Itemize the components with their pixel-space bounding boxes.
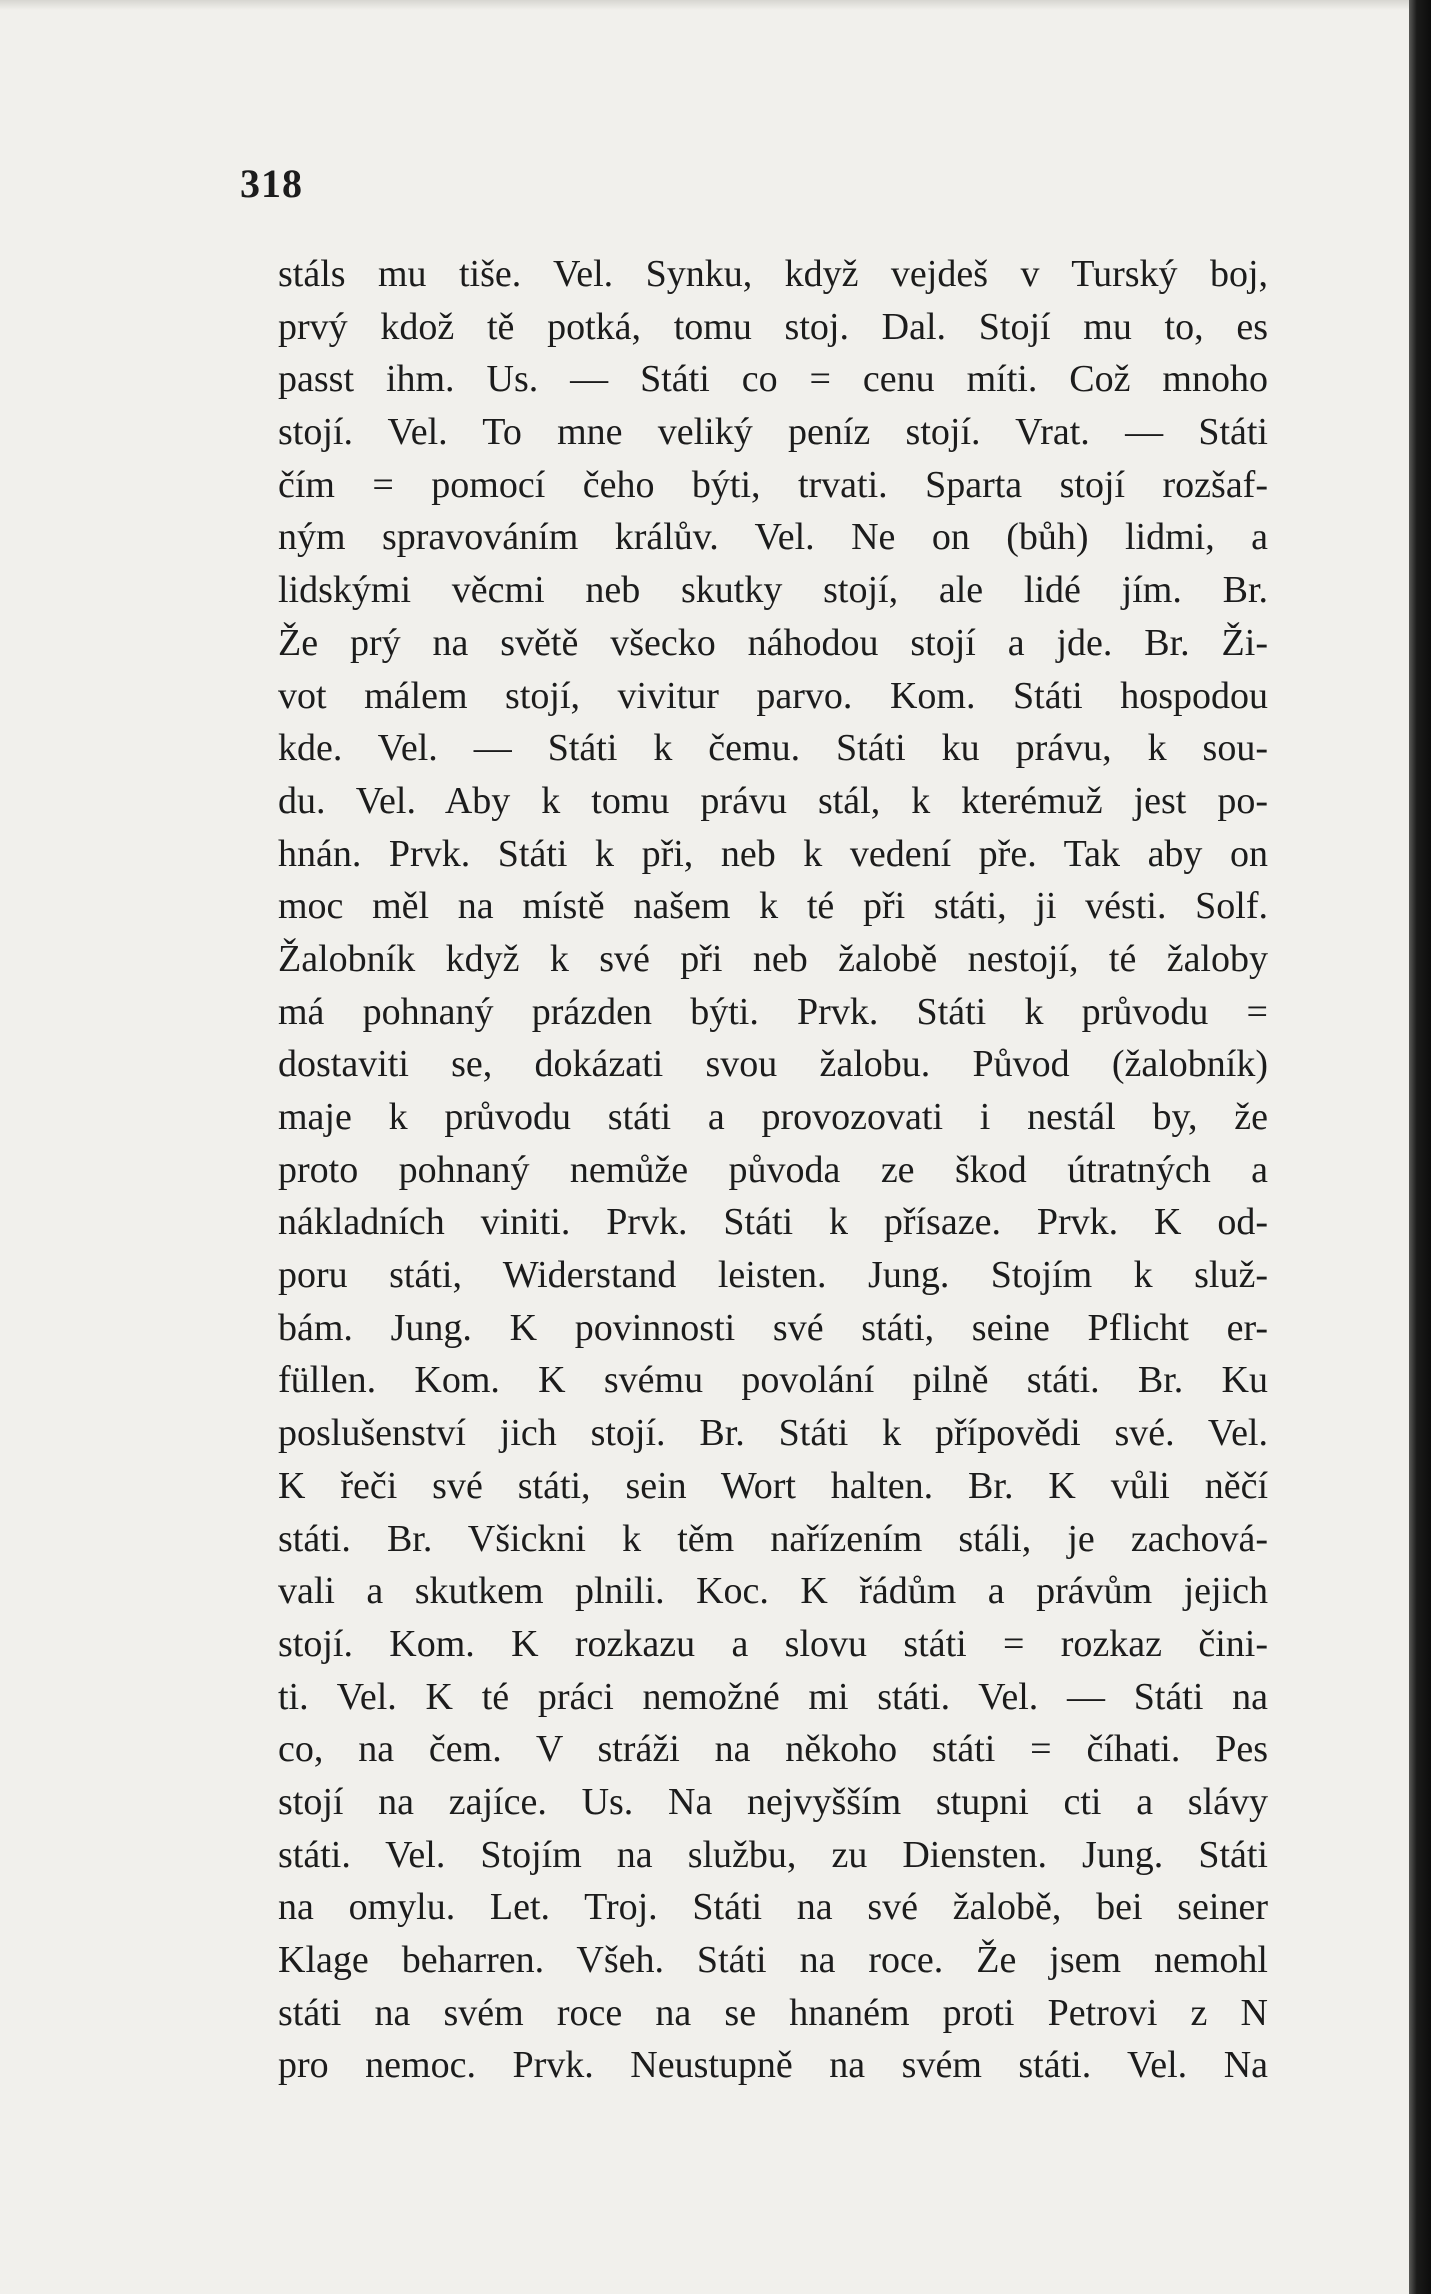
text-line: státi. Vel. Stojím na službu, zu Diensten. Jung. Státi bbox=[278, 1833, 1268, 1876]
text-line: du. Vel. Aby k tomu právu stál, k kterémuž jest po- bbox=[278, 779, 1268, 822]
text-line: pro nemoc. Prvk. Neustupně na svém státi. Vel. Na bbox=[278, 2044, 1268, 2087]
text-line: stojí. Kom. K rozkazu a slovu státi = rozkaz čini- bbox=[278, 1622, 1268, 1665]
text-line: stáls mu tiše. Vel. Synku, když vejdeš v Turský boj, bbox=[278, 253, 1268, 295]
text-line: Že prý na světě všecko náhodou stojí a jde. Br. Ži- bbox=[278, 621, 1268, 664]
text-line: kde. Vel. — Státi k čemu. Státi ku právu, k sou- bbox=[278, 727, 1268, 770]
body-text bbox=[278, 248, 1268, 2092]
text-line: lidskými věcmi neb skutky stojí, ale lidé jím. Br. bbox=[278, 569, 1268, 612]
text-line: Klage beharren. Všeh. Státi na roce. Že jsem nemohl bbox=[278, 1939, 1268, 1981]
text-line: má pohnaný prázden býti. Prvk. Státi k průvodu = bbox=[278, 990, 1268, 1033]
text-line: maje k průvodu státi a provozovati i nestál by, že bbox=[278, 1096, 1268, 1138]
text-line: moc měl na místě našem k té při státi, ji vésti. Solf. bbox=[278, 885, 1268, 928]
text-line: dostaviti se, dokázati svou žalobu. Původ (žalobník) bbox=[278, 1043, 1268, 1086]
text-line: ným spravováním králův. Vel. Ne on (bůh) lidmi, a bbox=[278, 516, 1268, 559]
text-line: vot málem stojí, vivitur parvo. Kom. Státi hospodou bbox=[278, 674, 1268, 717]
text-line: na omylu. Let. Troj. Státi na své žalobě, bei seiner bbox=[278, 1886, 1268, 1929]
text-line: stojí na zajíce. Us. Na nejvyšším stupni cti a slávy bbox=[278, 1780, 1268, 1823]
text-line: poslušenství jich stojí. Br. Státi k přípovědi své. Vel. bbox=[278, 1412, 1268, 1455]
text-line: prvý kdož tě potká, tomu stoj. Dal. Stojí mu to, es bbox=[278, 305, 1268, 348]
text-line: státi na svém roce na se hnaném proti Petrovi z N bbox=[278, 1991, 1268, 2034]
text-line: nákladních viniti. Prvk. Státi k přísaze. Prvk. K od- bbox=[278, 1201, 1268, 1244]
text-line: státi. Br. Všickni k těm nařízením stáli, je zachová- bbox=[278, 1517, 1268, 1560]
page-top-shadow bbox=[0, 0, 1431, 10]
page-number: 318 bbox=[240, 161, 303, 206]
text-line: hnán. Prvk. Státi k při, neb k vedení pře. Tak aby on bbox=[278, 832, 1268, 875]
text-line: K řeči své státi, sein Wort halten. Br. K vůli něčí bbox=[278, 1464, 1268, 1507]
page-edge-shadow bbox=[1409, 0, 1431, 2294]
text-line: čím = pomocí čeho býti, trvati. Sparta stojí rozšaf- bbox=[278, 463, 1268, 506]
text-line: co, na čem. V stráži na někoho státi = číhati. Pes bbox=[278, 1728, 1268, 1771]
text-line: ti. Vel. K té práci nemožné mi státi. Vel. — Státi na bbox=[278, 1675, 1268, 1718]
text-line: stojí. Vel. To mne veliký peníz stojí. Vrat. — Státi bbox=[278, 411, 1268, 454]
text-line: vali a skutkem plnili. Koc. K řádům a právům jejich bbox=[278, 1570, 1268, 1613]
text-line: füllen. Kom. K svému povolání pilně státi. Br. Ku bbox=[278, 1359, 1268, 1402]
text-line: proto pohnaný nemůže původa ze škod útratných a bbox=[278, 1148, 1268, 1191]
text-line: Žalobník když k své při neb žalobě nestojí, té žaloby bbox=[278, 937, 1268, 980]
text-line: poru státi, Widerstand leisten. Jung. Stojím k služ- bbox=[278, 1254, 1268, 1297]
text-line: bám. Jung. K povinnosti své státi, seine Pflicht er- bbox=[278, 1306, 1268, 1349]
text-line: passt ihm. Us. — Státi co = cenu míti. Což mnoho bbox=[278, 358, 1268, 401]
